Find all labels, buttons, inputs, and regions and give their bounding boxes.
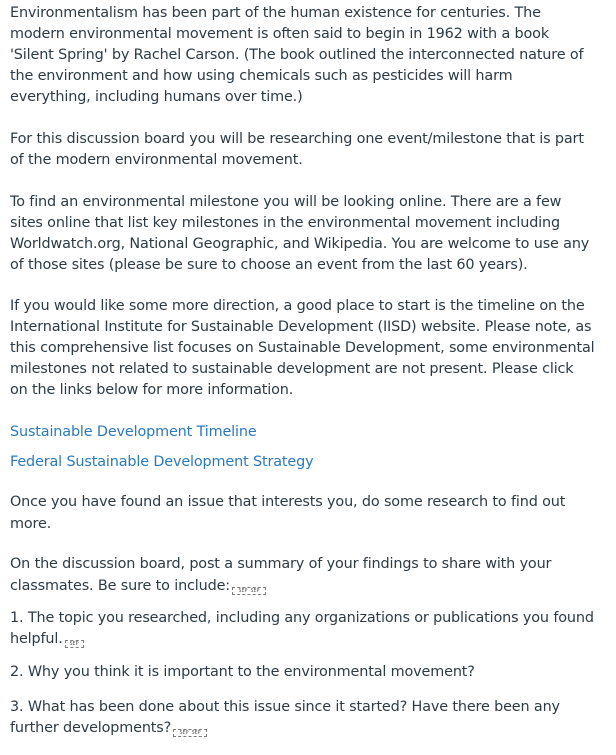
assignment-paragraph: For this discussion board you will be researching one event/milestone that is part of the modern environmental movement. bbox=[10, 131, 584, 168]
research-paragraph: To find an environmental milestone you will be looking online. There are a few sites online that list key milestones in the environmental movement including Worldwatch.org, National Geographic, and Wikipedia. You are welcome to use any of those sites (please be sure to choose an event from the last 60 years). bbox=[10, 194, 590, 273]
find-issue-paragraph: Once you have found an issue that interests you, do some research to find out more. bbox=[10, 494, 566, 532]
intro-paragraph: Environmentalism has been part of the human existence for centuries. The modern environmental movement is often said to begin in 1962 with a book 'Silent Spring' by Rachel Carson. (The book outlined the interconnected nature of the environment and how using chemicals such as pesticides will harm everything, including humans over time.) bbox=[10, 5, 584, 105]
sustainable-development-timeline-link[interactable]: Sustainable Development Timeline bbox=[10, 424, 257, 440]
separator-placeholder: SEP bbox=[65, 640, 84, 648]
federal-sustainable-development-strategy-link[interactable]: Federal Sustainable Development Strategy bbox=[10, 454, 314, 470]
post-summary-text: On the discussion board, post a summary of your findings to share with your classmates. Be sure to include: bbox=[10, 556, 552, 594]
list-item-1 bbox=[10, 608, 595, 650]
separator-placeholder: SEP SEP bbox=[173, 729, 207, 737]
list-item-2: 2. Why you think it is important to the environmental movement? bbox=[10, 664, 475, 680]
list-item-3 bbox=[10, 697, 595, 739]
list-item-1-text: 1. The topic you researched, including any organizations or publications you found helpful. bbox=[10, 610, 594, 647]
post-summary-paragraph bbox=[10, 553, 595, 597]
direction-paragraph: If you would like some more direction, a good place to start is the timeline on the International Institute for Sustainable Development (IISD) website. Please note, as this comprehensive list focuses on Sustainable Development, some environmental milestones not related to sustainable development are not present. Please click on the links below for more information. bbox=[10, 298, 595, 398]
separator-placeholder: SEP SEP bbox=[232, 587, 266, 595]
list-item-3-text: 3. What has been done about this issue since it started? Have there been any further developments? bbox=[10, 699, 560, 736]
